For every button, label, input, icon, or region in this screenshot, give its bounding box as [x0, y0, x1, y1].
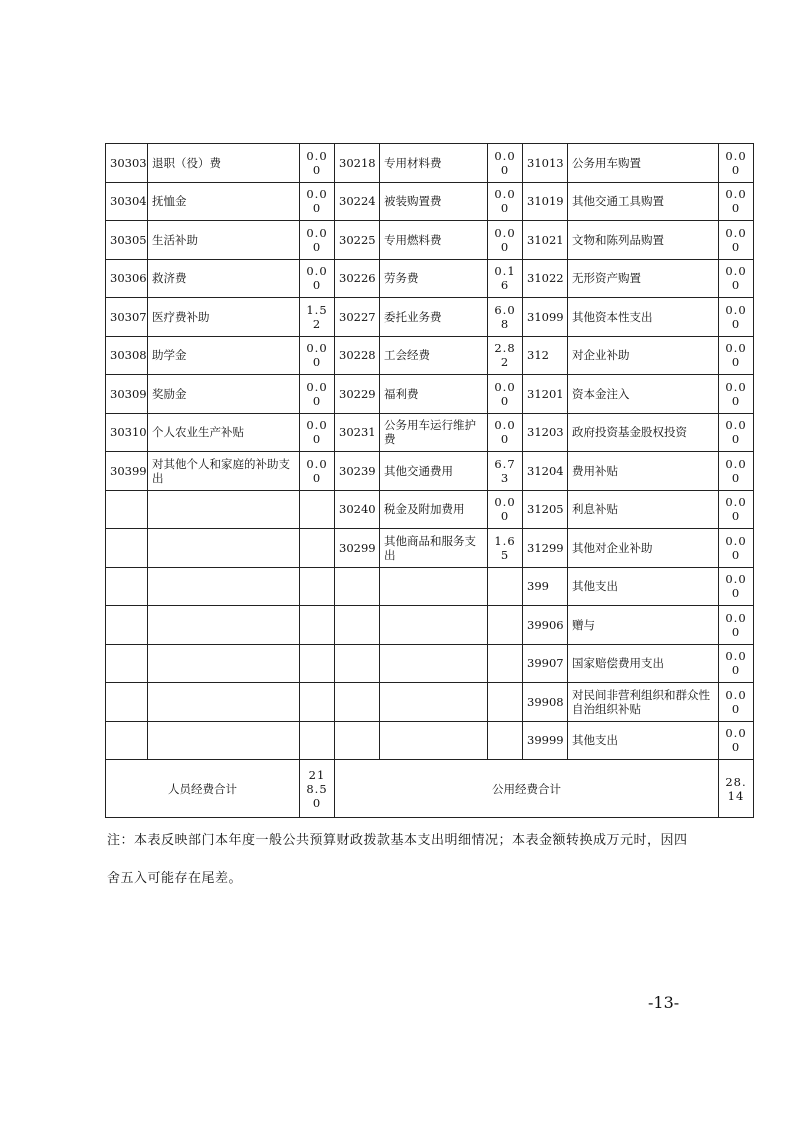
code-cell	[106, 606, 148, 645]
code-cell: 30306	[106, 259, 148, 298]
table-row	[106, 721, 754, 760]
amount-cell: 0.00	[488, 182, 523, 221]
amount-cell: 0.00	[719, 413, 754, 452]
amount-cell: 0.00	[719, 336, 754, 375]
code-cell: 30305	[106, 221, 148, 260]
name-cell	[148, 721, 300, 760]
code-cell: 312	[523, 336, 568, 375]
amount-cell	[488, 606, 523, 645]
code-cell: 31299	[523, 529, 568, 568]
amount-cell: 0.00	[719, 375, 754, 414]
amount-cell: 0.00	[300, 336, 335, 375]
code-cell	[335, 567, 380, 606]
code-cell: 31021	[523, 221, 568, 260]
amount-cell: 1.65	[488, 529, 523, 568]
amount-cell	[488, 721, 523, 760]
code-cell: 31203	[523, 413, 568, 452]
amount-cell: 0.00	[719, 567, 754, 606]
amount-cell: 0.00	[719, 644, 754, 683]
amount-cell: 0.00	[719, 606, 754, 645]
table-row	[106, 182, 754, 221]
name-cell: 无形资产购置	[568, 259, 719, 298]
name-cell: 对企业补助	[568, 336, 719, 375]
amount-cell	[300, 567, 335, 606]
amount-cell: 0.00	[719, 529, 754, 568]
public-total-label: 公用经费合计	[335, 760, 719, 818]
amount-cell	[300, 683, 335, 722]
amount-cell: 0.00	[300, 259, 335, 298]
name-cell: 公务用车运行维护费	[380, 413, 488, 452]
name-cell: 退职（役）费	[148, 144, 300, 183]
table-row	[106, 221, 754, 260]
table-row	[106, 298, 754, 337]
amount-cell: 0.00	[719, 721, 754, 760]
table-row	[106, 490, 754, 529]
code-cell: 30303	[106, 144, 148, 183]
code-cell: 30310	[106, 413, 148, 452]
code-cell: 31204	[523, 452, 568, 491]
name-cell: 对其他个人和家庭的补助支出	[148, 452, 300, 491]
code-cell: 31019	[523, 182, 568, 221]
code-cell	[106, 683, 148, 722]
name-cell: 费用补贴	[568, 452, 719, 491]
amount-cell: 0.00	[300, 182, 335, 221]
name-cell	[380, 644, 488, 683]
table-row	[106, 259, 754, 298]
name-cell: 被装购置费	[380, 182, 488, 221]
code-cell	[335, 606, 380, 645]
code-cell: 30229	[335, 375, 380, 414]
table-row	[106, 452, 754, 491]
code-cell	[106, 644, 148, 683]
name-cell	[148, 644, 300, 683]
amount-cell: 0.00	[300, 375, 335, 414]
table-row	[106, 144, 754, 183]
amount-cell: 0.00	[300, 144, 335, 183]
amount-cell: 1.52	[300, 298, 335, 337]
code-cell: 30231	[335, 413, 380, 452]
code-cell	[106, 721, 148, 760]
code-cell: 30239	[335, 452, 380, 491]
name-cell: 其他对企业补助	[568, 529, 719, 568]
amount-cell: 0.00	[300, 221, 335, 260]
name-cell: 利息补贴	[568, 490, 719, 529]
name-cell: 专用燃料费	[380, 221, 488, 260]
amount-cell	[300, 606, 335, 645]
table-row	[106, 336, 754, 375]
code-cell	[106, 567, 148, 606]
amount-cell: 0.00	[488, 490, 523, 529]
table-row	[106, 683, 754, 722]
name-cell: 文物和陈列品购置	[568, 221, 719, 260]
name-cell: 工会经费	[380, 336, 488, 375]
amount-cell	[300, 529, 335, 568]
code-cell: 30228	[335, 336, 380, 375]
code-cell: 39999	[523, 721, 568, 760]
code-cell	[335, 644, 380, 683]
name-cell: 医疗费补助	[148, 298, 300, 337]
table-row	[106, 644, 754, 683]
amount-cell: 6.08	[488, 298, 523, 337]
code-cell: 30308	[106, 336, 148, 375]
public-total-amount: 28.14	[719, 760, 754, 818]
name-cell	[148, 567, 300, 606]
name-cell: 对民间非营利组织和群众性自治组织补贴	[568, 683, 719, 722]
name-cell: 福利费	[380, 375, 488, 414]
amount-cell: 6.73	[488, 452, 523, 491]
code-cell: 30225	[335, 221, 380, 260]
name-cell	[148, 529, 300, 568]
amount-cell: 0.00	[719, 144, 754, 183]
code-cell: 30299	[335, 529, 380, 568]
table-row	[106, 413, 754, 452]
code-cell: 30226	[335, 259, 380, 298]
page-number: -13-	[648, 993, 680, 1012]
code-cell: 31013	[523, 144, 568, 183]
name-cell	[380, 567, 488, 606]
name-cell: 其他资本性支出	[568, 298, 719, 337]
name-cell: 税金及附加费用	[380, 490, 488, 529]
amount-cell	[300, 490, 335, 529]
name-cell: 抚恤金	[148, 182, 300, 221]
code-cell: 30307	[106, 298, 148, 337]
name-cell	[380, 721, 488, 760]
amount-cell	[300, 721, 335, 760]
name-cell: 专用材料费	[380, 144, 488, 183]
amount-cell	[300, 644, 335, 683]
expenditure-detail-table	[105, 143, 754, 818]
code-cell: 31201	[523, 375, 568, 414]
name-cell: 生活补助	[148, 221, 300, 260]
personnel-total-label: 人员经费合计	[106, 760, 300, 818]
code-cell: 31022	[523, 259, 568, 298]
name-cell: 个人农业生产补贴	[148, 413, 300, 452]
table-row	[106, 529, 754, 568]
code-cell: 39907	[523, 644, 568, 683]
name-cell: 委托业务费	[380, 298, 488, 337]
code-cell: 30218	[335, 144, 380, 183]
name-cell	[380, 683, 488, 722]
name-cell	[148, 490, 300, 529]
amount-cell	[488, 644, 523, 683]
name-cell: 其他交通费用	[380, 452, 488, 491]
code-cell	[106, 529, 148, 568]
amount-cell: 0.00	[488, 375, 523, 414]
code-cell: 30309	[106, 375, 148, 414]
table-row	[106, 606, 754, 645]
name-cell: 其他支出	[568, 567, 719, 606]
name-cell: 劳务费	[380, 259, 488, 298]
name-cell: 资本金注入	[568, 375, 719, 414]
table-row	[106, 567, 754, 606]
code-cell	[335, 721, 380, 760]
amount-cell: 0.00	[719, 259, 754, 298]
amount-cell: 0.00	[300, 413, 335, 452]
amount-cell: 0.00	[719, 490, 754, 529]
personnel-total-amount: 218.50	[300, 760, 335, 818]
name-cell: 其他商品和服务支出	[380, 529, 488, 568]
code-cell: 30399	[106, 452, 148, 491]
name-cell: 助学金	[148, 336, 300, 375]
name-cell	[148, 683, 300, 722]
amount-cell: 2.82	[488, 336, 523, 375]
amount-cell: 0.00	[719, 298, 754, 337]
name-cell: 奖励金	[148, 375, 300, 414]
code-cell: 30304	[106, 182, 148, 221]
amount-cell: 0.16	[488, 259, 523, 298]
amount-cell: 0.00	[719, 221, 754, 260]
name-cell: 公务用车购置	[568, 144, 719, 183]
amount-cell: 0.00	[488, 413, 523, 452]
table-body	[106, 144, 754, 760]
code-cell	[335, 683, 380, 722]
name-cell	[148, 606, 300, 645]
amount-cell: 0.00	[488, 221, 523, 260]
code-cell: 39906	[523, 606, 568, 645]
code-cell: 30240	[335, 490, 380, 529]
name-cell: 国家赔偿费用支出	[568, 644, 719, 683]
code-cell: 399	[523, 567, 568, 606]
code-cell: 31205	[523, 490, 568, 529]
code-cell: 39908	[523, 683, 568, 722]
name-cell: 救济费	[148, 259, 300, 298]
amount-cell: 0.00	[300, 452, 335, 491]
totals-row	[106, 760, 754, 818]
code-cell	[106, 490, 148, 529]
amount-cell: 0.00	[488, 144, 523, 183]
amount-cell: 0.00	[719, 182, 754, 221]
code-cell: 30227	[335, 298, 380, 337]
code-cell: 30224	[335, 182, 380, 221]
amount-cell: 0.00	[719, 683, 754, 722]
amount-cell	[488, 567, 523, 606]
name-cell: 其他交通工具购置	[568, 182, 719, 221]
code-cell: 31099	[523, 298, 568, 337]
name-cell: 赠与	[568, 606, 719, 645]
footnote-line-2: 舍五入可能存在尾差。	[107, 871, 243, 886]
amount-cell	[488, 683, 523, 722]
amount-cell: 0.00	[719, 452, 754, 491]
name-cell: 政府投资基金股权投资	[568, 413, 719, 452]
name-cell: 其他支出	[568, 721, 719, 760]
footnote-line-1: 注：本表反映部门本年度一般公共预算财政拨款基本支出明细情况；本表金额转换成万元时，因四	[107, 833, 688, 848]
name-cell	[380, 606, 488, 645]
table-row	[106, 375, 754, 414]
